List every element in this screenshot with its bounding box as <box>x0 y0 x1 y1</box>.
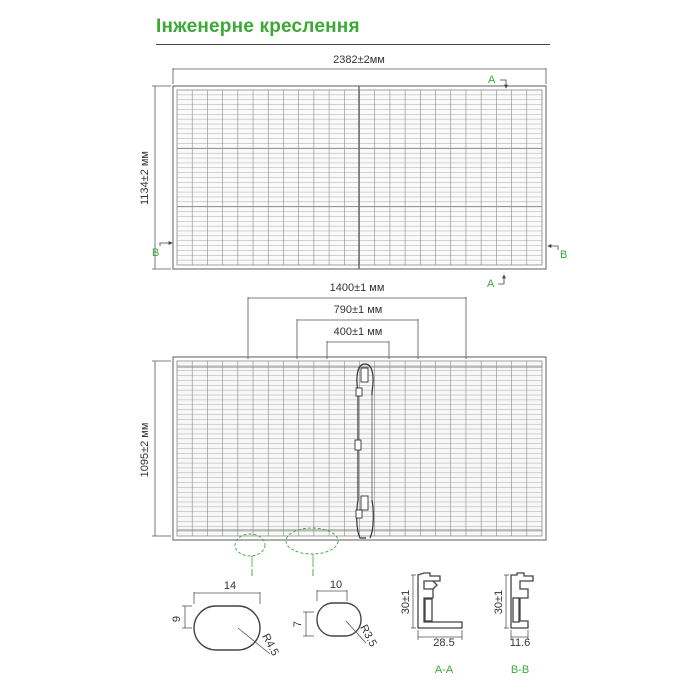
detail-marker-1: I <box>250 568 254 579</box>
width-label: 2382±2мм <box>333 54 385 66</box>
page-title: Інженерне креслення <box>156 16 360 37</box>
panel-front-view <box>173 86 546 269</box>
section-bb-dims <box>504 575 528 640</box>
height-label: 1134±2 мм <box>139 151 151 205</box>
hole1-radius-label: R4.5 <box>259 631 281 658</box>
back-height-label: 1095±2 мм <box>139 422 151 478</box>
section-b-left-arrow <box>160 243 172 246</box>
section-a-bottom-arrow <box>498 275 504 284</box>
section-aa-profile <box>418 573 462 628</box>
section-b-right-label: B <box>560 249 568 261</box>
detail-leaders <box>252 554 313 567</box>
section-aa-title: A-A <box>434 664 454 676</box>
section-aa-height-label: 30±1 <box>400 589 412 615</box>
section-b-left-label: B <box>152 247 160 259</box>
hole1-width-label: 14 <box>223 580 237 592</box>
detail-marker-2: I <box>311 568 315 579</box>
back-height-dimension <box>152 361 171 536</box>
height-dimension <box>152 86 171 269</box>
hole-detail-2 <box>303 590 366 643</box>
section-bb-height-label: 30±1 <box>493 589 505 615</box>
section-bb-title: B-B <box>510 664 530 676</box>
section-a-top-label: A <box>488 74 496 86</box>
dim-1400-label: 1400±1 мм <box>329 282 385 294</box>
hole-detail-1 <box>182 592 270 654</box>
hole2-radius-label: R3.5 <box>357 622 379 649</box>
section-a-bottom-label: A <box>487 278 495 290</box>
section-bb-width-label: 11.6 <box>509 637 531 649</box>
hole1-height-label: 9 <box>171 615 183 623</box>
section-aa-width-label: 28.5 <box>433 637 455 649</box>
hole2-height-label: 7 <box>292 620 304 628</box>
dim-790-label: 790±1 мм <box>333 304 383 316</box>
hole2-width-label: 10 <box>329 579 343 591</box>
section-bb-profile <box>511 573 533 628</box>
section-b-right-arrow <box>548 246 558 250</box>
dim-400-label: 400±1 мм <box>333 326 383 338</box>
